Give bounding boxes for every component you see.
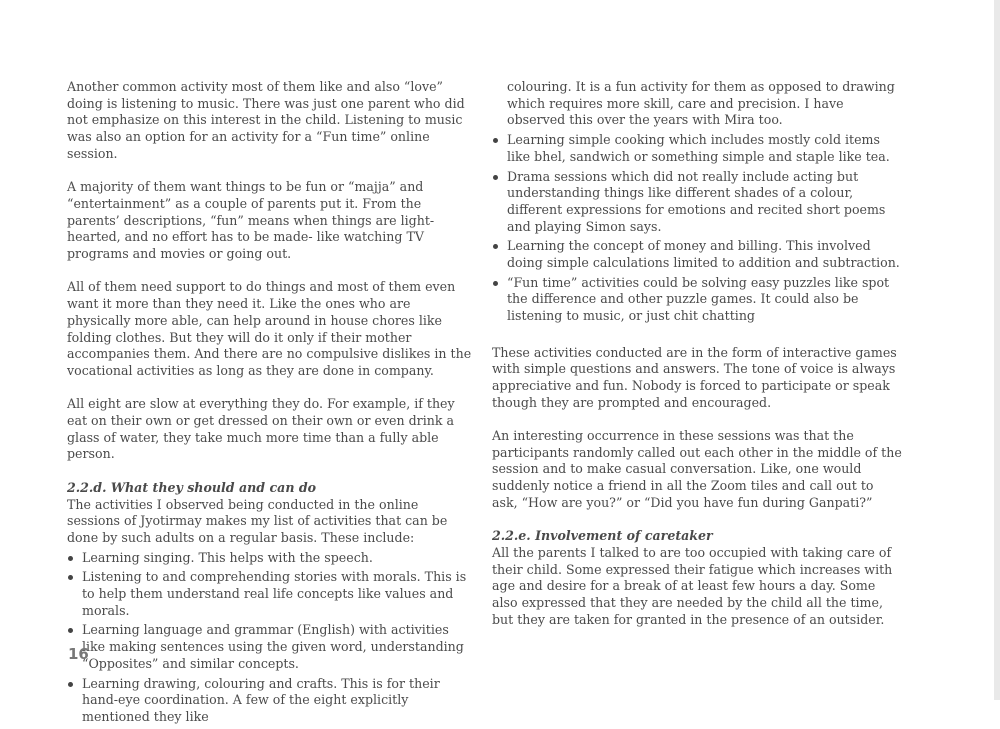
body-paragraph: Another common activity most of them like and also “love” doing is listening to music. There was just one parent who did not emphasize on this interest in the child. Listening to music was also an option for an activity for a “Fun time” online session. <box>67 79 465 161</box>
activity-list-continued <box>492 132 902 325</box>
section-heading: 2.2.d. What they should and can do <box>67 479 317 495</box>
list-item: Listening to and comprehending stories with morals. This is to help them understand real life concepts like values and morals. <box>67 569 475 619</box>
page-number: 16 <box>68 645 89 663</box>
list-item: Learning the concept of money and billing. This involved doing simple calculations limited to addition and subtraction. <box>492 238 902 271</box>
list-item: Drama sessions which did not really include acting but understanding things like different shades of a colour, different expressions for emotions and recited short poems and playing Simon says. <box>492 169 902 236</box>
list-item: Learning drawing, colouring and crafts. This is for their hand-eye coordination. A few of the eight explicitly mentioned they like <box>67 676 475 726</box>
body-paragraph: These activities conducted are in the form of interactive games with simple questions and answers. The tone of voice is always appreciative and fun. Nobody is forced to participate or speak though they are prompted and encouraged. <box>492 344 897 410</box>
list-item: “Fun time” activities could be solving easy puzzles like spot the difference and other puzzle games. It could also be listening to music, or just chit chatting <box>492 275 902 325</box>
body-paragraph: All eight are slow at everything they do. For example, if they eat on their own or get dressed on their own or even drink a glass of water, they take much more time than a fully able person. <box>67 396 455 462</box>
body-paragraph: All the parents I talked to are too occupied with taking care of their child. Some expressed their fatigue which increases with age and desire for a break of at least few hours a day. Some also expressed that they are needed by the child all the time, but they are taken for granted in the presence of an outsider. <box>492 544 893 627</box>
body-paragraph: An interesting occurrence in these sessions was that the participants randomly called out each other in the middle of the session and to make casual conversation. Like, one would suddenly notice a friend in all the Zoom tiles and call out to ask, “How are you?” or “Did you have fun during Ganpati?” <box>492 428 902 510</box>
activity-list <box>67 550 475 726</box>
list-item: Learning singing. This helps with the speech. <box>67 550 475 567</box>
continued-list-text: colouring. It is a fun activity for them as opposed to drawing which requires more skill, care and precision. I have observed this over the years with Mira too. <box>507 79 895 128</box>
left-column <box>67 79 475 729</box>
list-item: Learning simple cooking which includes mostly cold items like bhel, sandwich or something simple and staple like tea. <box>492 132 902 165</box>
section-heading: 2.2.e. Involvement of caretaker <box>492 528 713 544</box>
body-paragraph: All of them need support to do things and most of them even want it more than they need it. Like the ones who are physically more able, can help around in house chores like folding clothes. But they will do it only if their mother accompanies them. And there are no compulsive dislikes in the vocational activities as long as they are done in company. <box>67 279 472 378</box>
right-column <box>492 79 902 628</box>
section-intro: The activities I observed being conducted in the online sessions of Jyotirmay makes my list of activities that can be done by such adults on a regular basis. These include: <box>67 496 448 545</box>
list-item: Learning language and grammar (English) with activities like making sentences using the given word, understanding “Opposites” and similar concepts. <box>67 622 475 672</box>
body-paragraph: A majority of them want things to be fun or “majja” and “entertainment” as a couple of parents put it. From the parents’ descriptions, “fun” means when things are light-hearted, and no effort has to be made- like watching TV programs and movies or going out. <box>67 179 435 262</box>
